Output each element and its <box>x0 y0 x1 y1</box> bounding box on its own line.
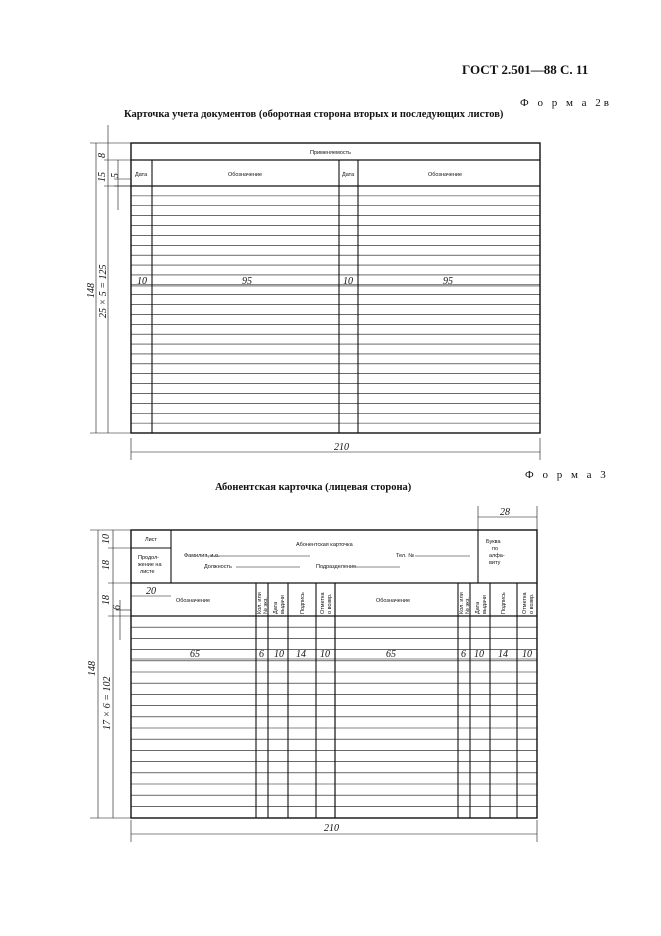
dim-10-d: 10 <box>320 649 330 660</box>
signature-header-a: Подпись <box>300 592 306 614</box>
date-issue-header-b1: Дата <box>475 601 481 614</box>
dim-148-f3: 148 <box>87 661 98 676</box>
letter-2: по <box>492 546 499 552</box>
dim-10-e: 10 <box>474 649 484 660</box>
dim-18-f3b: 18 <box>101 595 112 605</box>
designation-header-left: Обозначение <box>228 172 263 178</box>
form-2v-label: Ф о р м а 2в <box>520 97 612 109</box>
dim-14-a: 14 <box>296 649 306 660</box>
dim-10-f3: 10 <box>101 534 112 544</box>
tel-label: Тел. № <box>396 553 415 559</box>
standard-header: ГОСТ 2.501—88 С. 11 <box>462 62 589 77</box>
dim-95-a: 95 <box>242 276 252 287</box>
dim-95-b: 95 <box>443 276 453 287</box>
dim-14-b: 14 <box>498 649 508 660</box>
position-label: Должность <box>204 564 232 570</box>
surname-label: Фамилия, и.о. <box>184 553 220 559</box>
dim-65-a: 65 <box>190 649 200 660</box>
designation-header-right: Обозначение <box>428 172 463 178</box>
dim-20: 20 <box>146 586 156 597</box>
dim-102-f3: 17 × 6 = 102 <box>102 676 113 730</box>
dim-210-b: 210 <box>324 823 339 834</box>
qty-header-a1: Кол. или <box>257 592 263 614</box>
date-issue-header-a2: выдачи <box>280 595 286 614</box>
form-2v-dimensions <box>90 125 540 460</box>
card-title: Абонентская карточка <box>296 542 353 548</box>
dim-10-f: 10 <box>522 649 532 660</box>
qty-header-b1: Кол. или <box>459 592 465 614</box>
dim-125: 25 × 5 = 125 <box>98 264 109 318</box>
dim-15: 15 <box>97 172 108 182</box>
signature-header-b: Подпись <box>501 592 507 614</box>
dim-5: 5 <box>110 173 121 178</box>
dim-10-b: 10 <box>343 276 353 287</box>
date-header-right: Дата <box>342 172 355 178</box>
form-2v-title: Карточка учета документов (оборотная сторона вторых и последующих листов) <box>124 109 504 120</box>
date-header-left: Дата <box>135 172 148 178</box>
letter-1: Буква <box>486 539 501 545</box>
return-header-a1: Отметка <box>320 592 326 614</box>
dim-210-a: 210 <box>334 442 349 453</box>
qty-header-a2: № экз. <box>263 597 269 614</box>
return-header-b1: Отметка <box>522 592 528 614</box>
form-3-label: Ф о р м а 3 <box>525 469 609 481</box>
dim-6-a: 6 <box>259 649 264 660</box>
designation-header-1: Обозначение <box>176 598 211 604</box>
letter-4: виту <box>489 560 501 566</box>
dim-8: 8 <box>97 153 108 158</box>
dim-6-b: 6 <box>461 649 466 660</box>
applicability-header: Применяемость <box>310 150 351 156</box>
form-3-title: Абонентская карточка (лицевая сторона) <box>215 482 412 493</box>
continuation-3: листе <box>140 569 155 575</box>
form-2v-table <box>131 143 540 433</box>
designation-header-2: Обозначение <box>376 598 411 604</box>
dim-10-a: 10 <box>137 276 147 287</box>
subdivision-label: Подразделение <box>316 564 357 570</box>
date-issue-header-a1: Дата <box>273 601 279 614</box>
sheet-label: Лист <box>145 537 157 543</box>
dim-18-f3a: 18 <box>101 560 112 570</box>
dim-10-c: 10 <box>274 649 284 660</box>
dim-65-b: 65 <box>386 649 396 660</box>
form-3-table <box>131 530 537 818</box>
continuation-2: жение на <box>138 562 162 568</box>
date-issue-header-b2: выдачи <box>482 595 488 614</box>
dim-148: 148 <box>86 283 97 298</box>
return-header-a2: о возвр. <box>327 593 333 614</box>
continuation-1: Продол- <box>138 555 160 561</box>
return-header-b2: о возвр. <box>529 593 535 614</box>
dim-28: 28 <box>500 507 510 518</box>
dim-6-f3: 6 <box>112 605 123 610</box>
qty-header-b2: № экз. <box>465 597 471 614</box>
letter-3: алфа- <box>489 553 505 559</box>
